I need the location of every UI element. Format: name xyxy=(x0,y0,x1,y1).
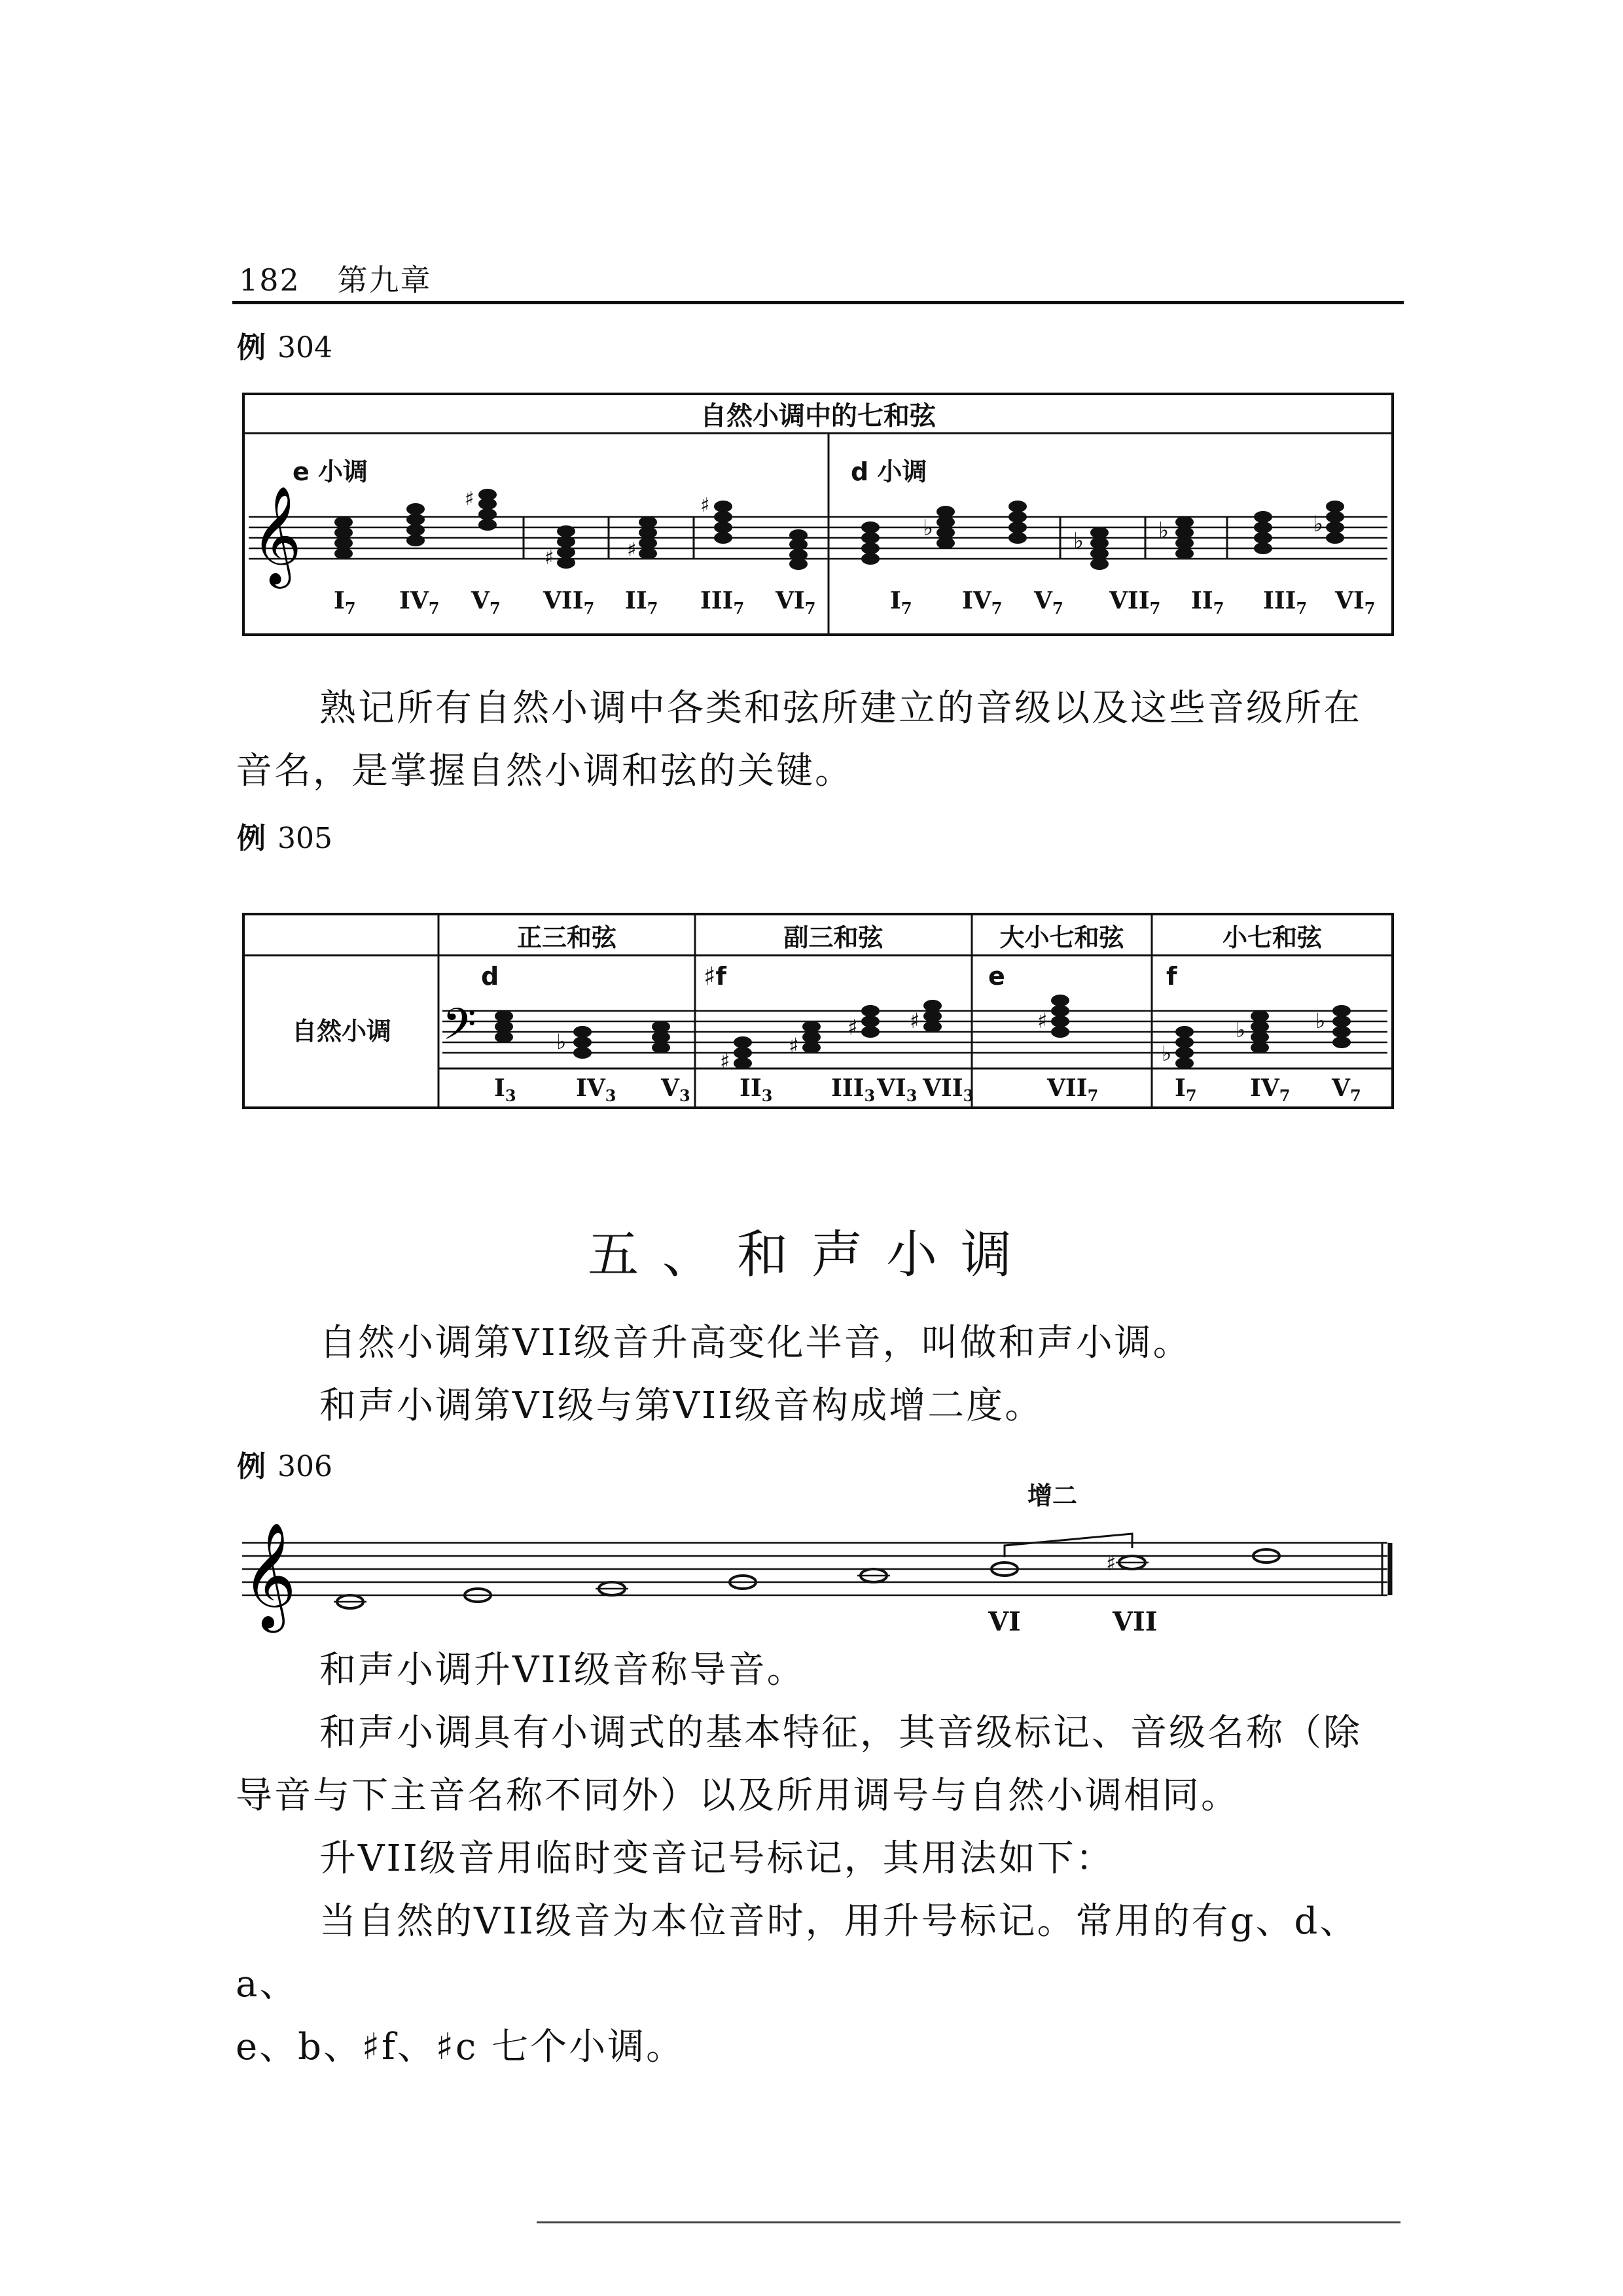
numeral-304-1-6: $VI_7$ xyxy=(1335,587,1376,618)
numeral-304-0-5: $III_7$ xyxy=(700,587,745,618)
key-d: d xyxy=(481,962,499,991)
numeral-304-1-3: $VII_7$ xyxy=(1109,587,1161,618)
numeral-305-1-0: $II_3$ xyxy=(740,1074,773,1105)
key-f-sharp: ♯f xyxy=(704,962,726,991)
svg-text:♯: ♯ xyxy=(789,1033,799,1058)
numeral-304-0-2: $V_7$ xyxy=(471,587,501,618)
header-primary-triads: 正三和弦 xyxy=(516,923,616,952)
header-minor-seventh: 小七和弦 xyxy=(1222,923,1322,952)
svg-text:♯: ♯ xyxy=(1106,1551,1116,1576)
svg-text:♯: ♯ xyxy=(465,487,474,510)
svg-text:♭: ♭ xyxy=(1073,528,1084,554)
example-305-label: 例 305 xyxy=(237,822,332,855)
header-secondary-triads: 副三和弦 xyxy=(783,923,883,952)
svg-text:♯: ♯ xyxy=(720,1049,730,1074)
header-dominant-seventh: 大小七和弦 xyxy=(999,923,1124,952)
key-e: e xyxy=(988,962,1005,991)
numeral-304-1-4: $II_7$ xyxy=(1191,587,1224,618)
svg-text:♯: ♯ xyxy=(847,1015,858,1040)
svg-text:♭: ♭ xyxy=(1315,1008,1326,1033)
numeral-304-1-0: $I_7$ xyxy=(890,587,912,618)
example-304-label: 例 304 xyxy=(237,331,332,364)
example-306-label: 例 306 xyxy=(237,1450,332,1483)
numeral-305-1-3: $VII_3$ xyxy=(923,1074,974,1105)
numeral-305-2-0: $VII_7$ xyxy=(1047,1074,1099,1105)
page-header xyxy=(239,256,431,300)
degree-label-vii: VII xyxy=(1113,1606,1158,1637)
svg-text:♯: ♯ xyxy=(700,494,710,517)
treble-clef-icon: 𝄞 xyxy=(251,485,302,584)
numeral-304-0-1: $IV_7$ xyxy=(399,587,440,618)
interval-label: 增二 xyxy=(1027,1481,1078,1510)
paragraph-4: 和声小调升VII级音称导音。 和声小调具有小调式的基本特征，其音级标记、音级名称（除 导音与下主音名称不同外）以及所用调号与自然小调相同。 升VII级音用临时变音记号标记，其用法如下： 当自然的VII级音为本位音时，用升号标记。常用的有g、d、a、 e、b、♯f、♯c 七个小调。 xyxy=(236,1649,1362,2068)
degree-label-vi: VI xyxy=(988,1606,1021,1637)
numeral-304-1-2: $V_7$ xyxy=(1034,587,1063,618)
scale-notes xyxy=(337,1549,1279,1608)
numeral-305-1-1: $III_3$ xyxy=(831,1074,876,1105)
numeral-305-3-0: $I_7$ xyxy=(1175,1074,1197,1105)
example-306-staff xyxy=(236,1466,1400,1642)
numeral-304-1-1: $IV_7$ xyxy=(962,587,1003,618)
numeral-305-0-1: $IV_3$ xyxy=(576,1074,616,1105)
example-304-title: 自然小调中的七和弦 xyxy=(700,401,936,431)
key-e-minor: e 小调 xyxy=(293,457,368,486)
treble-clef-icon: 𝄞 xyxy=(242,1522,296,1629)
svg-text:♯: ♯ xyxy=(544,546,554,569)
bass-clef-icon: 𝄢 xyxy=(442,999,476,1060)
paragraph-1: 熟记所有自然小调中各类和弦所建立的音级以及这些音级所在 音名，是掌握自然小调和弦的关键。 xyxy=(236,687,1362,792)
numeral-305-0-0: $I_3$ xyxy=(494,1074,516,1105)
svg-text:♯: ♯ xyxy=(910,1008,920,1033)
numeral-305-3-1: $IV_7$ xyxy=(1250,1074,1291,1105)
svg-text:♭: ♭ xyxy=(1313,511,1324,537)
numeral-304-0-3: $VII_7$ xyxy=(543,587,595,618)
svg-text:♯: ♯ xyxy=(627,539,637,561)
numeral-304-0-4: $II_7$ xyxy=(625,587,658,618)
header-rule xyxy=(232,301,1404,304)
svg-text:♭: ♭ xyxy=(1158,518,1169,544)
chapter-title: 第九章 xyxy=(337,262,432,298)
numeral-304-0-0: $I_7$ xyxy=(334,587,356,618)
chords-e-minor xyxy=(334,489,808,570)
key-f: f xyxy=(1166,962,1177,991)
numeral-305-0-2: $V_3$ xyxy=(661,1074,690,1105)
example-304-numerals xyxy=(334,587,1375,618)
numeral-305-3-2: $V_7$ xyxy=(1332,1074,1361,1105)
numeral-304-1-5: $III_7$ xyxy=(1263,587,1308,618)
bottom-rule xyxy=(537,2221,1400,2223)
key-d-minor: d 小调 xyxy=(851,457,927,486)
numeral-304-0-6: $VI_7$ xyxy=(776,587,816,618)
numeral-305-1-2: $VI_3$ xyxy=(877,1074,918,1105)
svg-text:♭: ♭ xyxy=(556,1029,567,1054)
svg-text:♭: ♭ xyxy=(1236,1017,1246,1042)
section-heading: 五、和声小调 xyxy=(587,1226,1035,1284)
example-305-numerals xyxy=(494,1074,1361,1105)
paragraph-2: 自然小调第VII级音升高变化半音，叫做和声小调。 和声小调第VI级与第VII级音构成增二度。 xyxy=(319,1322,1192,1427)
row-label-natural-minor: 自然小调 xyxy=(291,1017,391,1046)
svg-text:♭: ♭ xyxy=(923,515,934,541)
page-number: 182 xyxy=(239,262,300,298)
svg-text:♯: ♯ xyxy=(1037,1008,1048,1033)
svg-text:♭: ♭ xyxy=(1162,1041,1172,1066)
